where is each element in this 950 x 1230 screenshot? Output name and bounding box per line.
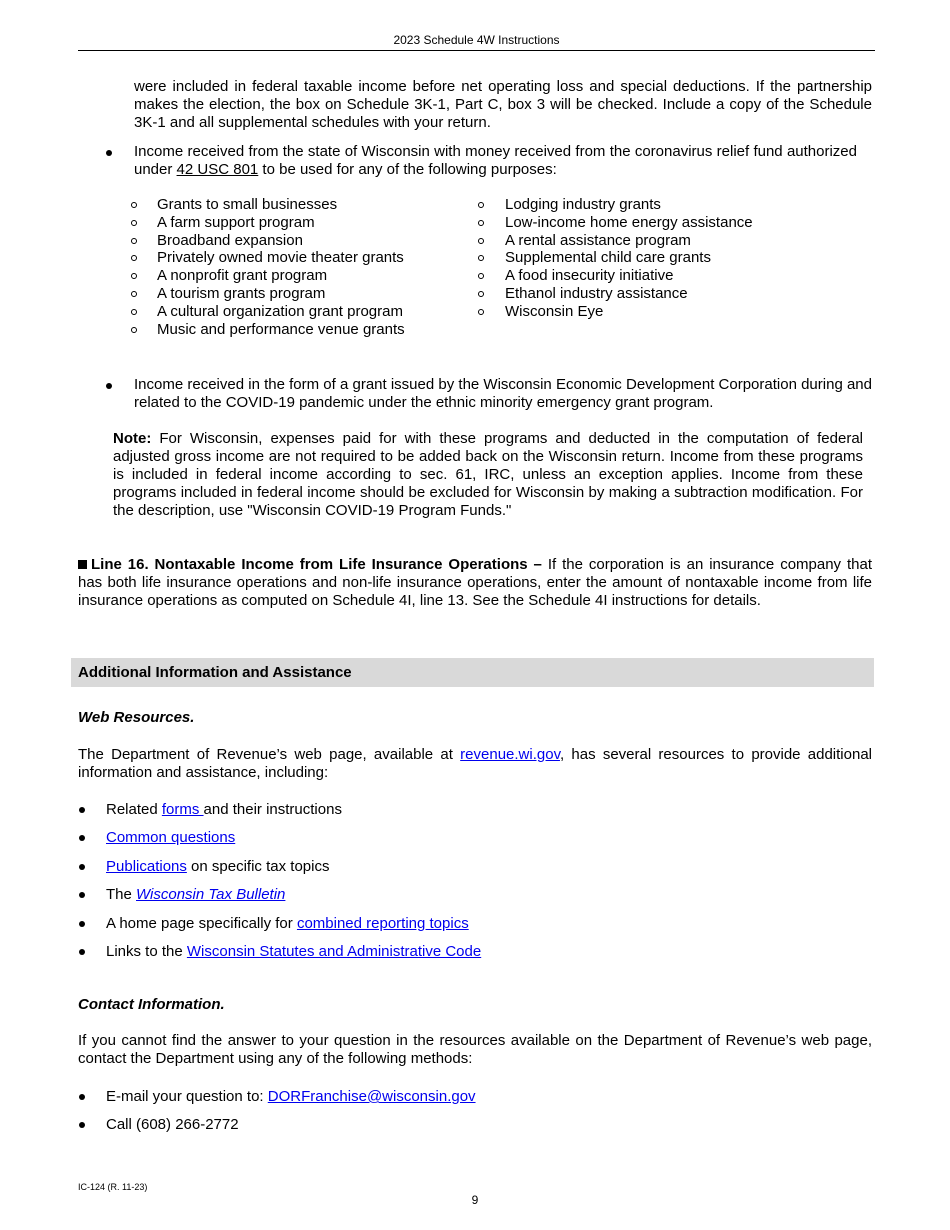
phone-text: Call (608) 266-2772 — [106, 1116, 239, 1133]
circle-bullet-icon — [478, 255, 484, 261]
list-item: A tourism grants program — [131, 285, 405, 303]
list-item: Grants to small businesses — [131, 196, 405, 214]
relief-text-after: to be used for any of the following purposes: — [258, 161, 557, 178]
circle-bullet-icon — [131, 238, 137, 244]
purposes-left-list — [131, 196, 405, 338]
list-item: A nonprofit grant program — [131, 267, 405, 285]
note-label: Note: — [113, 430, 152, 447]
bullet-dot — [79, 864, 85, 870]
relief-fund-bullet — [134, 143, 857, 179]
bullet-dot — [79, 807, 85, 813]
line16-paragraph — [78, 556, 872, 610]
usc-801-link[interactable]: 42 USC 801 — [176, 161, 259, 178]
page-header: 2023 Schedule 4W Instructions — [78, 33, 875, 51]
wedc-bullet: Income received in the form of a grant issued by the Wisconsin Economic Development Corporation during and related to the COVID-19 pandemic under the ethnic minority emergency grant program. — [134, 376, 872, 411]
contact-heading: Contact Information. — [78, 996, 225, 1013]
list-item: A rental assistance program — [478, 232, 753, 250]
line16-text: If the corporation is an insurance company that has both life insurance operations and non-life insurance operations, enter the amount of nontaxable income from life insurance operations as computed on Schedule 4I, line 13. See the Schedule 4I instructions for details. — [78, 556, 873, 609]
list-item: Wisconsin Eye — [478, 303, 753, 321]
web-resources-heading: Web Resources. — [78, 709, 195, 726]
list-item: Broadband expansion — [131, 232, 405, 250]
circle-bullet-icon — [131, 202, 137, 208]
publications-link[interactable]: Publications — [106, 857, 187, 875]
circle-bullet-icon — [131, 273, 137, 279]
bullet-dot — [79, 892, 85, 898]
circle-bullet-icon — [131, 309, 137, 315]
note-text: For Wisconsin, expenses paid for with these programs and deducted in the computation of federal adjusted gross income are not required to be added back on the Wisconsin return. Income from these programs is included in federal income according to sec. 61, IRC, unless an exception applies. Income from these programs included in federal income should be excluded for Wisconsin by making a subtraction modification. For the description, use "Wisconsin COVID-19 Program Funds." — [113, 430, 863, 519]
list-item: Music and performance venue grants — [131, 321, 405, 339]
forms-link[interactable]: forms — [161, 801, 204, 818]
bullet-dot — [79, 1094, 85, 1100]
circle-bullet-icon — [478, 238, 484, 244]
circle-bullet-icon — [131, 291, 137, 297]
note-paragraph — [113, 430, 863, 520]
circle-bullet-icon — [478, 273, 484, 279]
common-questions-link[interactable]: Common questions — [106, 829, 236, 847]
combined-reporting-link[interactable]: combined reporting topics — [296, 914, 469, 932]
list-item: A cultural organization grant program — [131, 303, 405, 321]
page-number: 9 — [471, 1193, 479, 1207]
bullet-dot — [106, 150, 112, 156]
contact-email-item: E-mail your question to: DORFranchise@wisconsin.gov — [78, 1088, 878, 1106]
contact-intro-paragraph: If you cannot find the answer to your question in the resources available on the Department of Revenue’s web page, contact the Department using any of the following methods: — [78, 1032, 872, 1067]
form-id: IC-124 (R. 11-23) — [78, 1182, 148, 1192]
bullet-dot — [79, 835, 85, 841]
web-intro-paragraph: The Department of Revenue’s web page, available at revenue.wi.gov, has several resources to provide additional information and assistance, including: — [78, 746, 872, 781]
statutes-link[interactable]: Wisconsin Statutes and Administrative Code — [186, 942, 482, 960]
bullet-dot — [79, 949, 85, 955]
relief-text-before: Income received from the state of Wisconsin with money received from the coronavirus relief fund authorized under — [134, 143, 857, 178]
revenue-link[interactable]: revenue.wi.gov — [460, 746, 560, 763]
circle-bullet-icon — [478, 220, 484, 226]
tax-bulletin-link[interactable]: Wisconsin Tax Bulletin — [136, 886, 286, 904]
continuation-paragraph: were included in federal taxable income before net operating loss and special deductions. If the partnership makes the election, the box on Schedule 3K-1, Part C, box 3 will be checked. Include a copy of the Schedule 3K-1 and all supplemental schedules with your return. — [134, 78, 872, 131]
email-link[interactable]: DORFranchise@wisconsin.gov — [267, 1088, 476, 1105]
list-item: Low-income home energy assistance — [478, 214, 753, 232]
circle-bullet-icon — [478, 291, 484, 297]
purposes-right-list — [478, 196, 753, 321]
bullet-dot — [79, 1122, 85, 1128]
contact-phone-item — [78, 1116, 878, 1134]
section-title: Additional Information and Assistance — [71, 658, 874, 687]
circle-bullet-icon — [478, 309, 484, 315]
line16-heading: Line 16. Nontaxable Income from Life Insurance Operations – — [91, 556, 542, 573]
square-bullet-icon — [78, 560, 87, 569]
list-item: Lodging industry grants — [478, 196, 753, 214]
circle-bullet-icon — [478, 202, 484, 208]
bullet-dot — [106, 383, 112, 389]
list-item: Supplemental child care grants — [478, 249, 753, 267]
list-item: Ethanol industry assistance — [478, 285, 753, 303]
list-item: A farm support program — [131, 214, 405, 232]
circle-bullet-icon — [131, 327, 137, 333]
list-item: Privately owned movie theater grants — [131, 249, 405, 267]
list-item: A food insecurity initiative — [478, 267, 753, 285]
circle-bullet-icon — [131, 255, 137, 261]
circle-bullet-icon — [131, 220, 137, 226]
bullet-dot — [79, 921, 85, 927]
